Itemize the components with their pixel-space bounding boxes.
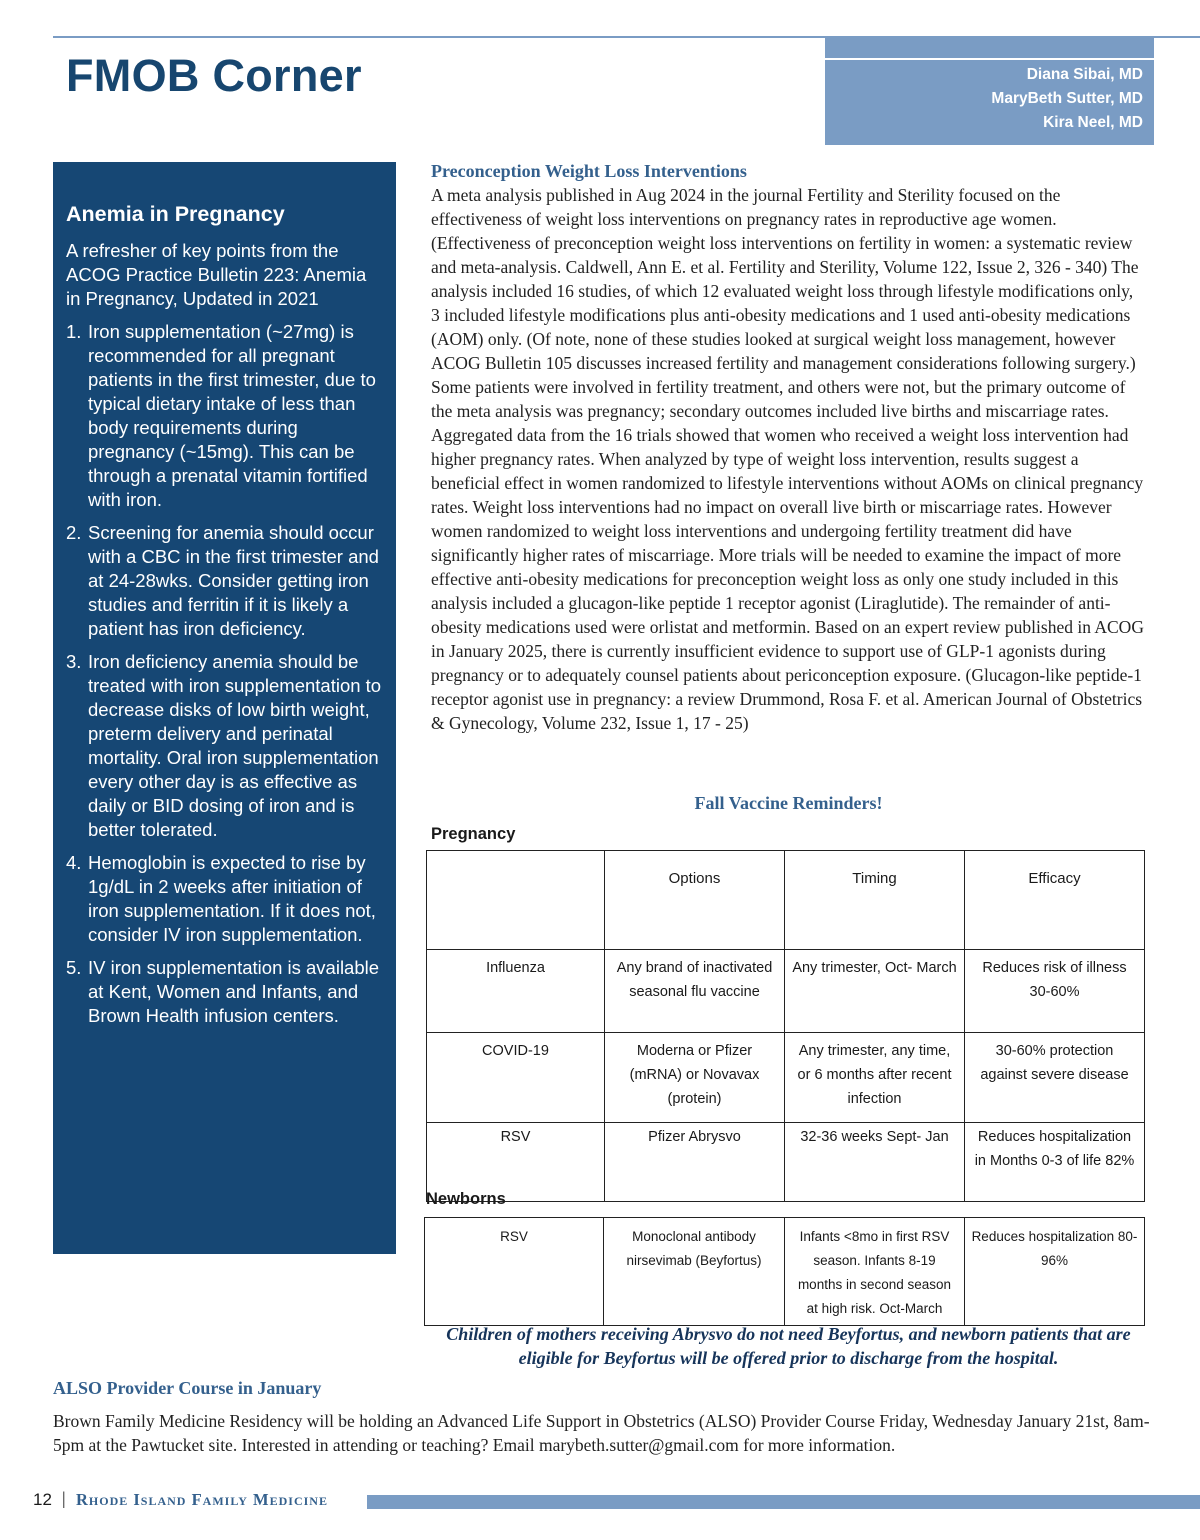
page-title: FMOB Corner bbox=[66, 50, 362, 101]
key-point bbox=[66, 851, 382, 947]
table-row bbox=[427, 1123, 1145, 1202]
table-header-row bbox=[427, 851, 1145, 950]
key-point bbox=[66, 650, 382, 842]
column-header: Efficacy bbox=[965, 851, 1145, 950]
column-header: Timing bbox=[785, 851, 965, 950]
key-point bbox=[66, 521, 382, 641]
anemia-sidebar bbox=[53, 162, 396, 1254]
key-point-text: IV iron supplementation is available at Kent, Women and Infants, and Brown Health infusion centers. bbox=[88, 957, 380, 1026]
table-cell: COVID-19 bbox=[427, 1033, 605, 1123]
table-cell: Reduces hospitalization 80-96% bbox=[965, 1218, 1145, 1326]
key-point-text: Iron deficiency anemia should be treated with iron supplementation to decrease disks of low birth weight, preterm delivery and perinatal mortality. Oral iron supplementation every other day is as effective as daily or BID dosing of iron and is better tolerated. bbox=[88, 651, 382, 840]
table-cell: Influenza bbox=[427, 950, 605, 1033]
table-cell: Infants <8mo in first RSV season. Infants 8-19 months in second season at high risk. Oct-March bbox=[785, 1218, 965, 1326]
table-cell: RSV bbox=[427, 1123, 605, 1202]
also-body: Brown Family Medicine Residency will be holding an Advanced Life Support in Obstetrics (ALSO) Provider Course Friday, Wednesday January 21st, 8am-5pm at the Pawtucket site. Interested in attending or teaching? Email marybeth.sutter@gmail.com for more information. bbox=[53, 1411, 1150, 1455]
key-point-text: Hemoglobin is expected to rise by 1g/dL in 2 weeks after initiation of iron supplementation. If it does not, consider IV iron supplementation. bbox=[88, 852, 376, 945]
sidebar-title: Anemia in Pregnancy bbox=[66, 202, 285, 226]
pregnancy-table-label: Pregnancy bbox=[431, 825, 516, 843]
table-row bbox=[425, 1218, 1145, 1326]
key-point-number: 3. bbox=[66, 651, 82, 672]
key-point-number: 2. bbox=[66, 522, 82, 543]
key-point-number: 5. bbox=[66, 957, 82, 978]
table-cell: Monoclonal antibody nirsevimab (Beyfortus) bbox=[604, 1218, 785, 1326]
table-cell: Any trimester, Oct- March bbox=[785, 950, 965, 1033]
page-number: 12 bbox=[33, 1490, 52, 1509]
key-point-text: Iron supplementation (~27mg) is recommended for all pregnant patients in the first trimester, due to typical dietary intake of less than body requirements during pregnancy (~15mg). This can be through a prenatal vitamin fortified with iron. bbox=[88, 321, 376, 510]
table-cell: Reduces hospitalization in Months 0-3 of life 82% bbox=[965, 1123, 1145, 1202]
article-body: A meta analysis published in Aug 2024 in the journal Fertility and Sterility focused on the effectiveness of weight loss interventions on pregnancy rates in reproductive age women. (Effectiveness of preconception weight loss interventions on fertility in women: a systematic review and meta-analysis. Caldwell, Ann E. et al. Fertility and Sterility, Volume 122, Issue 2, 326 - 340) The analysis included 16 studies, of which 12 evaluated weight loss through lifestyle modifications only, 3 included lifestyle modifications plus anti-obesity medications and 1 used anti-obesity medications (AOM) only. (Of note, none of these studies looked at surgical weight loss management, however ACOG Bulletin 105 discusses increased fertility and management considerations following surgery.) Some patients were involved in fertility treatment, and others were not, but the primary outcome of the meta analysis was pregnancy; secondary outcomes included live births and miscarriage rates. Aggregated data from the 16 trials showed that women who received a weight loss intervention had higher pregnancy rates. When analyzed by type of weight loss intervention, results suggest a beneficial effect in women randomized to lifestyle interventions without AOMs on clinical pregnancy rates. Weight loss interventions had no impact on overall live birth or miscarriage rates. However women randomized to weight loss interventions and undergoing fertility treatment did have significantly higher rates of miscarriage. More trials will be needed to examine the impact of more effective anti-obesity medications for preconception weight loss as only one study included in this analysis included a glucagon-like peptide 1 receptor agonist (Liraglutide). The remainder of anti-obesity medications used were orlistat and metformin. Based on an expert review published in ACOG in January 2025, there is currently insufficient evidence to support use of GLP-1 agonists during pregnancy or to adequately counsel patients about periconception exposure. (Glucagon-like peptide-1 receptor agonist use in pregnancy: a review Drummond, Rosa F. et al. American Journal of Obstetrics & Gynecology, Volume 232, Issue 1, 17 - 25) bbox=[431, 185, 1144, 733]
table-row bbox=[427, 1033, 1145, 1123]
table-cell: Pfizer Abrysvo bbox=[605, 1123, 785, 1202]
article-heading: Preconception Weight Loss Interventions bbox=[431, 161, 747, 181]
author-strip bbox=[825, 38, 1154, 58]
key-point-number: 4. bbox=[66, 852, 82, 873]
table-row bbox=[427, 950, 1145, 1033]
table-cell: 32-36 weeks Sept- Jan bbox=[785, 1123, 965, 1202]
table-cell: Reduces risk of illness 30-60% bbox=[965, 950, 1145, 1033]
key-point-number: 1. bbox=[66, 321, 82, 342]
vaccine-note: Children of mothers receiving Abrysvo do not need Beyfortus, and newborn patients that are eligible for Beyfortus will be offered prior to discharge from the hospital. bbox=[446, 1324, 1131, 1368]
author-name: MaryBeth Sutter, MD bbox=[991, 90, 1143, 107]
column-header bbox=[427, 851, 605, 950]
author-name: Kira Neel, MD bbox=[1043, 114, 1143, 131]
newborns-table-label: Newborns bbox=[426, 1190, 506, 1208]
table-cell: 30-60% protection against severe disease bbox=[965, 1033, 1145, 1123]
table-cell: RSV bbox=[425, 1218, 604, 1326]
anemia-key-points bbox=[66, 320, 382, 1028]
also-heading: ALSO Provider Course in January bbox=[53, 1378, 322, 1398]
author-box bbox=[825, 60, 1154, 145]
vaccine-heading: Fall Vaccine Reminders! bbox=[694, 793, 883, 813]
key-point bbox=[66, 320, 382, 512]
pregnancy-vaccine-table bbox=[426, 850, 1145, 1202]
sidebar-intro: A refresher of key points from the ACOG Practice Bulletin 223: Anemia in Pregnancy, Updated in 2021 bbox=[66, 240, 367, 309]
table-cell: Any trimester, any time, or 6 months after recent infection bbox=[785, 1033, 965, 1123]
column-header: Options bbox=[605, 851, 785, 950]
footer-separator: | bbox=[62, 1488, 66, 1508]
author-name: Diana Sibai, MD bbox=[1026, 66, 1143, 83]
weight-loss-article bbox=[431, 160, 1146, 735]
table-cell: Moderna or Pfizer (mRNA) or Novavax (protein) bbox=[605, 1033, 785, 1123]
publication-title: Rhode Island Family Medicine bbox=[76, 1490, 328, 1509]
key-point bbox=[66, 956, 382, 1028]
key-point-text: Screening for anemia should occur with a CBC in the first trimester and at 24-28wks. Consider getting iron studies and ferritin if it is likely a patient has iron deficiency. bbox=[88, 522, 379, 639]
table-cell: Any brand of inactivated seasonal flu vaccine bbox=[605, 950, 785, 1033]
footer-bar bbox=[367, 1495, 1200, 1509]
newborn-vaccine-table bbox=[424, 1217, 1145, 1326]
